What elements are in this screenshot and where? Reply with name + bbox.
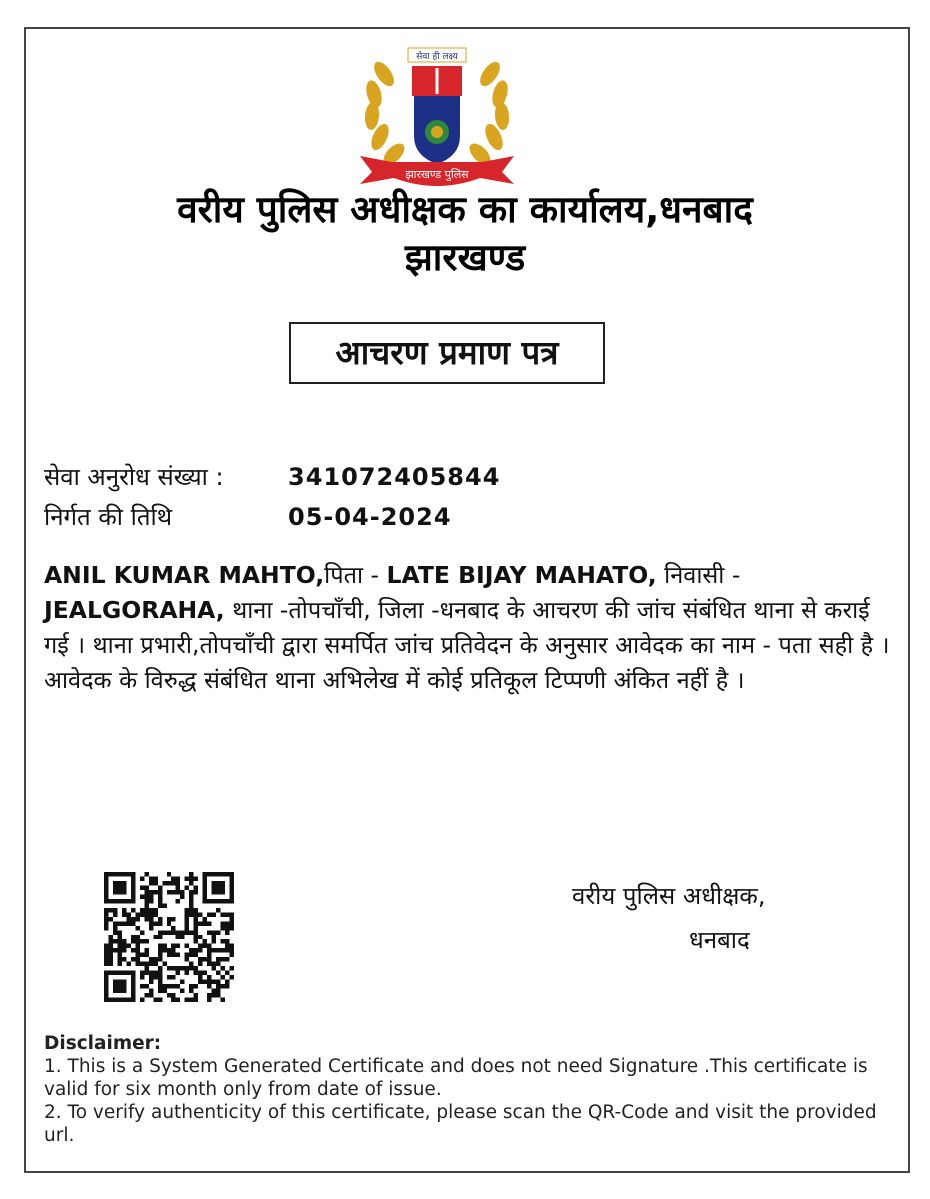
certificate-body xyxy=(44,558,894,698)
state-heading: झारखण्ड xyxy=(404,236,526,279)
jharkhand-police-logo xyxy=(352,44,522,194)
logo-motto: सेवा ही लक्ष्य xyxy=(416,52,458,62)
father-name: LATE BIJAY MAHATO, xyxy=(386,561,657,589)
body-rest: थाना -तोपचाँची, जिला -धनबाद के आचरण की जांच संबंधित थाना से कराई गई । थाना प्रभारी,तोपचाँची द्वारा समर्पित जांच प्रतिवेदन के अनुसार आवेदक का नाम - पता सही है । आवेदक के विरुद्ध संबंधित थाना अभिलेख में कोई प्रतिकूल टिप्पणी अंकित नहीं है । xyxy=(44,596,890,694)
disclaimer-item-1: 1. This is a System Generated Certificate and does not need Signature .This certificate is valid for six month only from date of issue. xyxy=(44,1056,868,1100)
signatory-location: धनबाद xyxy=(689,926,750,954)
village-name: JEALGORAHA, xyxy=(44,596,225,624)
certificate-title: आचरण प्रमाण पत्र xyxy=(289,322,605,384)
father-label: पिता - xyxy=(324,561,387,589)
disclaimer-title: Disclaimer: xyxy=(44,1033,162,1054)
office-heading: वरीय पुलिस अधीक्षक का कार्यालय,धनबाद xyxy=(177,188,753,231)
logo-banner: झारखण्ड पुलिस xyxy=(405,168,469,181)
signatory-title: वरीय पुलिस अधीक्षक, xyxy=(572,882,766,910)
residence-label: निवासी - xyxy=(656,561,741,589)
issue-date-value: 05-04-2024 xyxy=(288,503,452,531)
request-number-label: सेवा अनुरोध संख्या : xyxy=(44,463,224,491)
issue-date-row xyxy=(44,500,452,534)
disclaimer xyxy=(44,1032,884,1147)
signature-block xyxy=(572,874,765,962)
qr-code[interactable] xyxy=(104,872,234,1002)
issue-date-label: निर्गत की तिथि xyxy=(44,503,173,531)
request-number-row xyxy=(44,460,500,494)
request-number-value: 341072405844 xyxy=(288,463,501,491)
applicant-name: ANIL KUMAR MAHTO, xyxy=(44,561,325,589)
disclaimer-item-2: 2. To verify authenticity of this certificate, please scan the QR-Code and visit the provided url. xyxy=(44,1102,877,1146)
